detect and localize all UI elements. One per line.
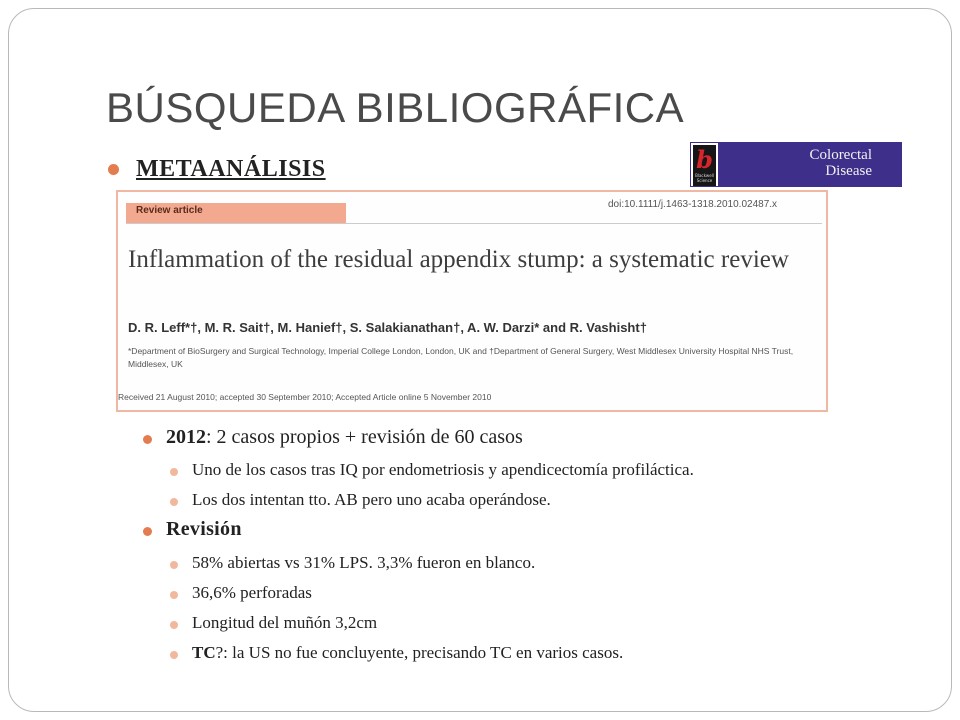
- revision-sub-2: 36,6% perforadas: [192, 583, 312, 602]
- revision-sub-4: [192, 643, 623, 663]
- article-received: Received 21 August 2010; accepted 30 September 2010; Accepted Article online 5 November 2010: [118, 392, 492, 402]
- journal-name: [718, 142, 902, 187]
- bullet-2012-text: : 2 casos propios + revisión de 60 casos: [206, 426, 523, 448]
- bullet-marker: [170, 468, 178, 476]
- bullet-2012: [166, 426, 523, 449]
- publisher-letter: b: [696, 145, 713, 174]
- article-doi: doi:10.1111/j.1463-1318.2010.02487.x: [608, 199, 778, 210]
- revision-sub-4-text: ?: la US no fue concluyente, precisando TC en varios casos.: [215, 643, 624, 662]
- bullet-revision: Revisión: [166, 518, 242, 540]
- revision-sub-3: Longitud del muñón 3,2cm: [192, 613, 378, 632]
- bullet-marker: [170, 651, 178, 659]
- bullet-marker: [170, 591, 178, 599]
- article-title: Inflammation of the residual appendix stump: a systematic review: [128, 246, 789, 273]
- journal-logo: [690, 142, 902, 187]
- journal-name-line1: Colorectal: [809, 147, 872, 163]
- bullet-marker: [143, 435, 152, 444]
- review-tag: Review article: [126, 203, 346, 223]
- bullet-2012-sub-2: Los dos intentan tto. AB pero uno acaba operándose.: [192, 490, 551, 509]
- article-authors: D. R. Leff*†, M. R. Sait†, M. Hanief†, S. Salakianathan†, A. W. Darzi* and R. Vashisht†: [128, 320, 647, 335]
- revision-sub-1: 58% abiertas vs 31% LPS. 3,3% fueron en blanco.: [192, 553, 536, 572]
- publisher-name: Blackwell Science: [695, 173, 714, 183]
- bullet-marker: [170, 561, 178, 569]
- journal-name-line2: Disease: [825, 163, 872, 179]
- article-affiliation: *Department of BioSurgery and Surgical Technology, Imperial College London, London, UK and †Department of General Surgery, West Middlesex University Hospital NHS Trust, Middlesex, UK: [128, 346, 794, 369]
- bullet-marker: [108, 164, 119, 175]
- divider: [126, 223, 822, 224]
- bullet-2012-bold: 2012: [166, 426, 206, 448]
- article-header-image: [116, 190, 828, 412]
- revision-sub-4-bold: TC: [192, 643, 216, 662]
- publisher-badge: [691, 143, 718, 186]
- bullet-marker: [143, 527, 152, 536]
- bullet-2012-sub-1: Uno de los casos tras IQ por endometriosis y apendicectomía profiláctica.: [192, 460, 694, 479]
- bullet-marker: [170, 621, 178, 629]
- bullet-marker: [170, 498, 178, 506]
- section-label: METAANÁLISIS: [136, 156, 326, 182]
- slide-title: BÚSQUEDA BIBLIOGRÁFICA: [106, 84, 685, 131]
